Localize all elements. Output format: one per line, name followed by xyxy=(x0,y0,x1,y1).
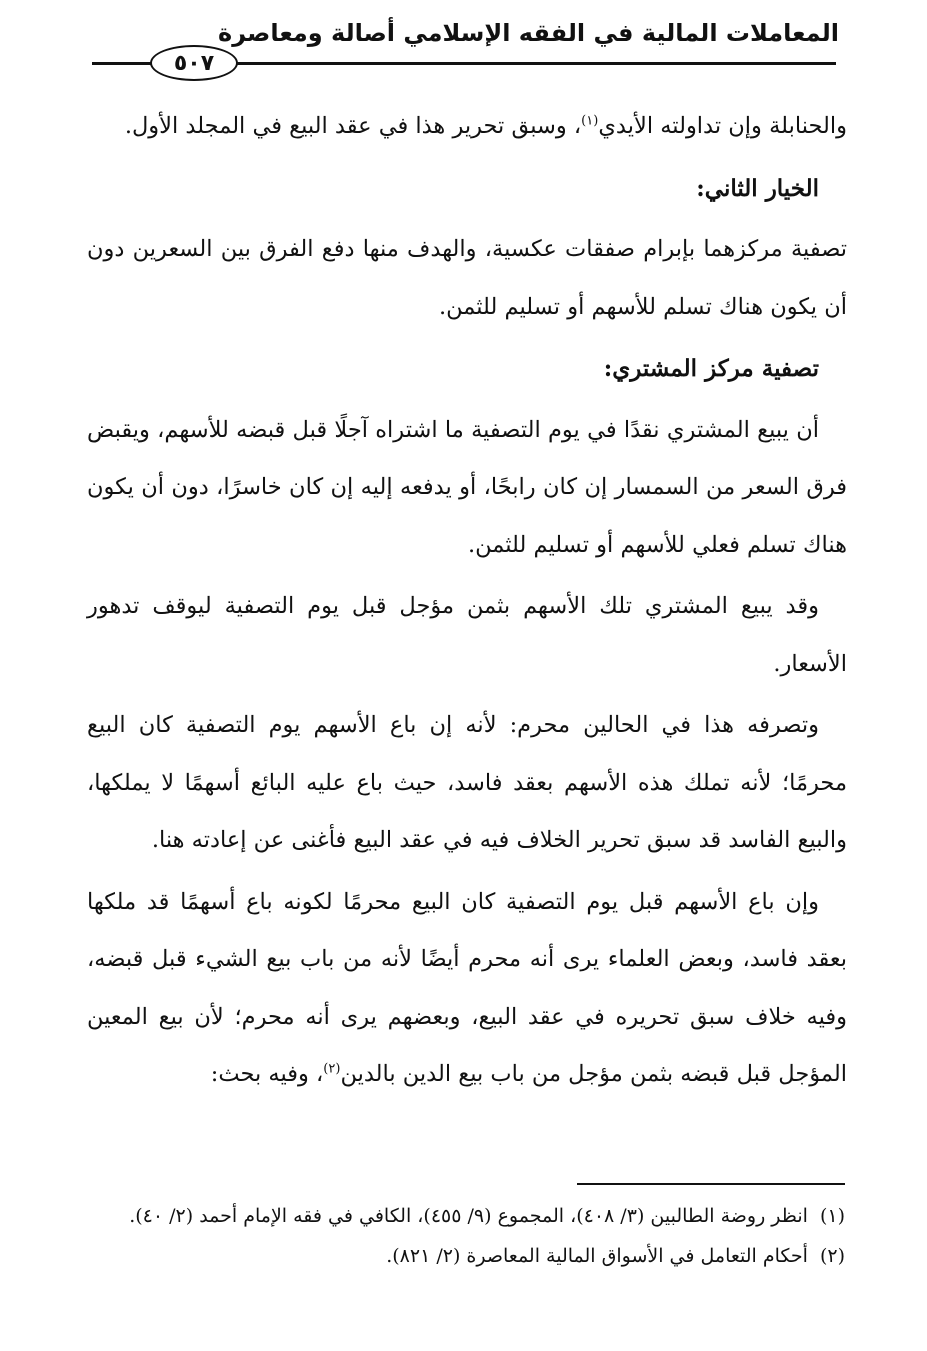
running-title: المعاملات المالية في الفقه الإسلامي أصالة ومعاصرة xyxy=(218,19,839,47)
page-number-badge: ٥٠٧ xyxy=(150,45,238,81)
footnote-ref-2: (٢) xyxy=(323,1061,341,1077)
paragraph-2: تصفية مركزهما بإبرام صفقات عكسية، والهدف منها دفع الفرق بين السعرين دون أن يكون هناك تسلم للأسهم أو تسليم للثمن. xyxy=(87,236,847,320)
paragraph-6-text: وإن باع الأسهم قبل يوم التصفية كان البيع محرمًا لكونه باع أسهمًا قد ملكها بعقد فاسد، وبعض العلماء يرى أنه محرم أيضًا لأنه من باب بيع الشيء قبل قبضه، وفيه خلاف سبق تحريره في عقد البيع، وبعضهم يرى أنه محرم؛ لأن بيع المعين المؤجل قبل قبضه بثمن مؤجل من باب بيع الدين بالدين xyxy=(87,888,847,1087)
footnotes xyxy=(85,1196,845,1276)
paragraph-6 xyxy=(87,874,847,1104)
heading-buyer-settlement: تصفية مركز المشتري: xyxy=(603,355,819,382)
footnote-2 xyxy=(85,1236,845,1276)
paragraph-1 xyxy=(87,98,847,156)
paragraph-1-text-end: ، وسبق تحرير هذا في عقد البيع في المجلد الأول. xyxy=(124,113,582,139)
footnote-1 xyxy=(85,1196,845,1236)
footnote-number: (١) xyxy=(819,1205,845,1227)
paragraph-3: أن يبيع المشتري نقدًا في يوم التصفية ما اشتراه آجلًا قبل قبضه للأسهم، ويقبض فرق السعر من السمسار إن كان رابحًا، أو يدفعه إليه إن كان خاسرًا، دون أن يكون هناك تسلم فعلي للأسهم أو تسليم للثمن. xyxy=(87,416,847,558)
paragraph-6-text-end: ، وفيه بحث: xyxy=(210,1061,324,1087)
footnote-text: أحكام التعامل في الأسواق المالية المعاصرة (٢/ ٨٢١). xyxy=(386,1245,808,1267)
heading-second-option: الخيار الثاني: xyxy=(696,174,819,202)
footnote-number: (٢) xyxy=(819,1245,845,1267)
body-text xyxy=(87,98,847,1108)
paragraph-4: وقد يبيع المشتري تلك الأسهم بثمن مؤجل قبل يوم التصفية ليوقف تدهور الأسعار. xyxy=(87,593,847,677)
footnote-ref-1: (١) xyxy=(581,113,599,129)
paragraph-5: وتصرفه هذا في الحالين محرم: لأنه إن باع الأسهم يوم التصفية كان البيع محرمًا؛ لأنه تملك هذه الأسهم بعقد فاسد، حيث باع عليه البائع أسهمًا لا يملكها، والبيع الفاسد قد سبق تحرير الخلاف فيه في عقد البيع فأغنى عن إعادته هنا. xyxy=(87,712,847,853)
footnote-rule xyxy=(577,1183,845,1185)
paragraph-1-text: والحنابلة وإن تداولته الأيدي xyxy=(598,113,847,139)
footnote-text: انظر روضة الطالبين (٣/ ٤٠٨)، المجموع (٩/ ٤٥٥)، الكافي في فقه الإمام أحمد (٢/ ٤٠). xyxy=(129,1205,808,1227)
